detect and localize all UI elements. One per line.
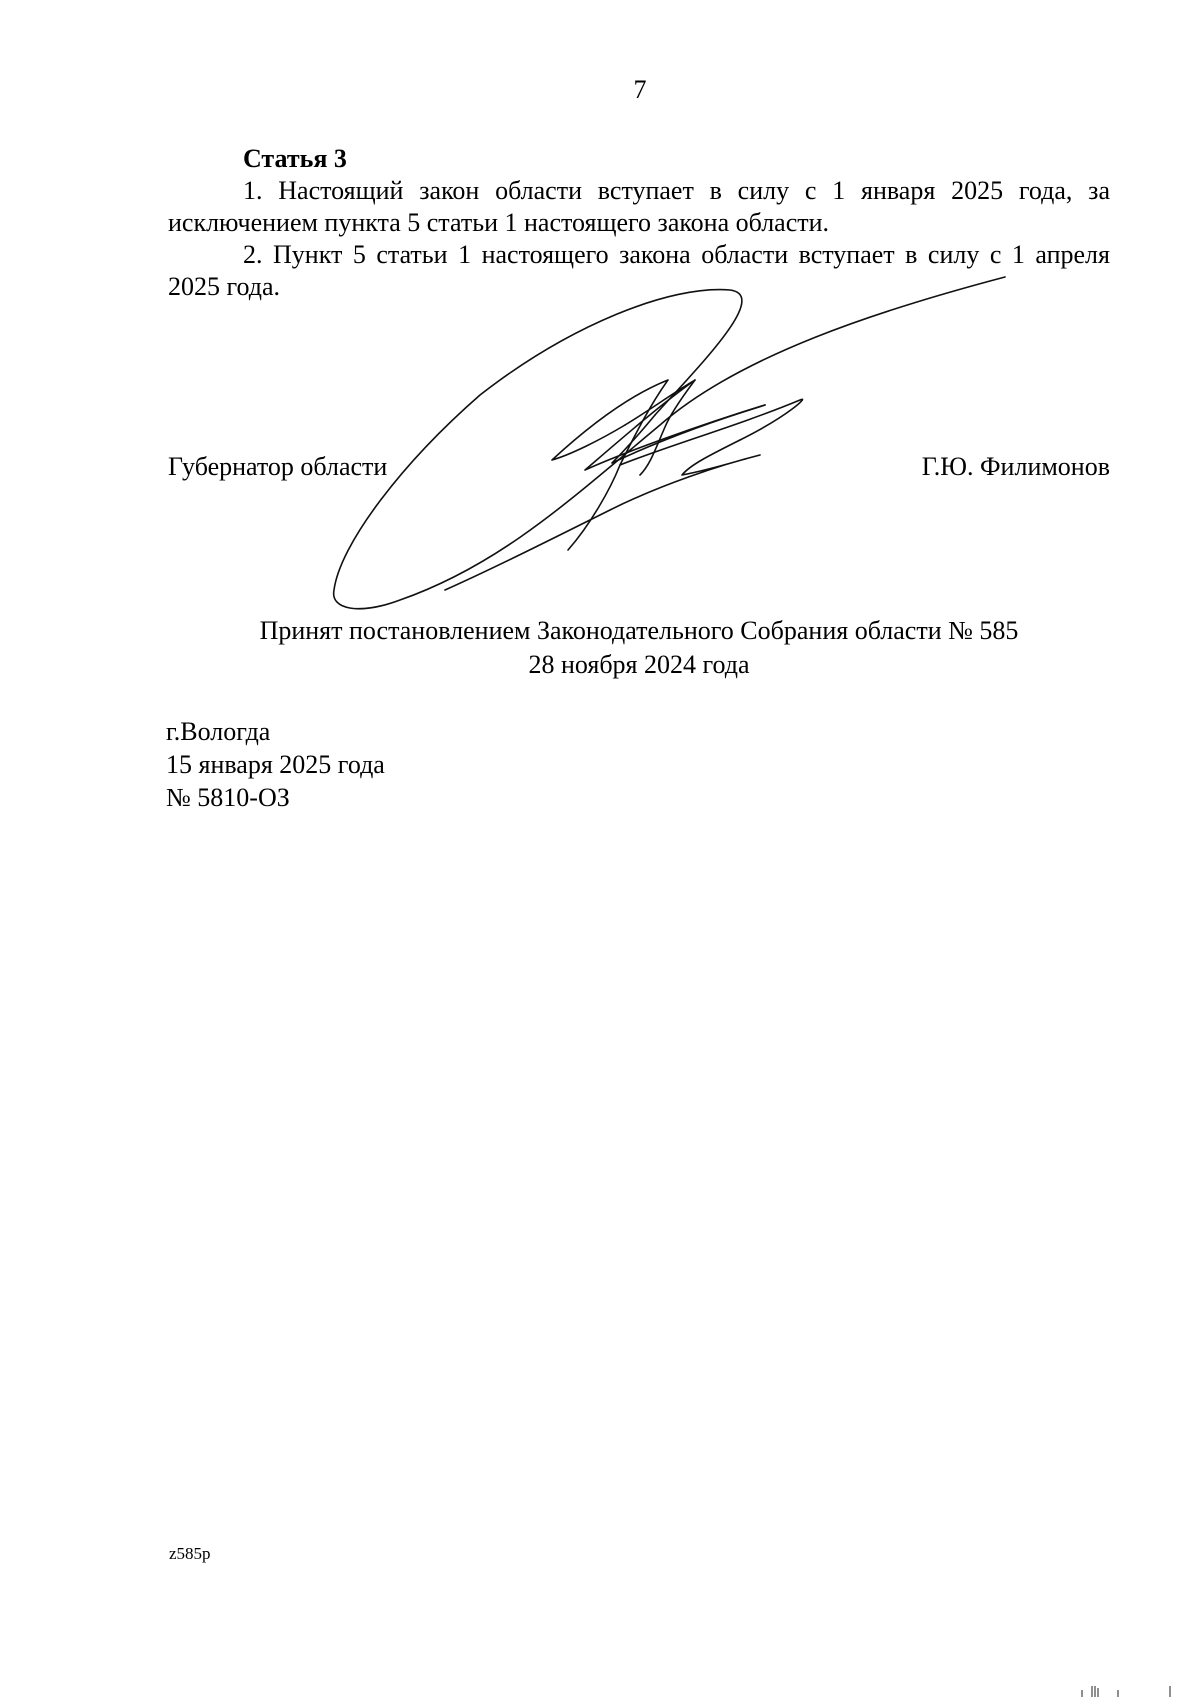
place-date-block bbox=[166, 715, 385, 814]
city: г.Вологда bbox=[166, 717, 271, 746]
document-code: z585p bbox=[169, 1544, 211, 1563]
law-number: № 5810-ОЗ bbox=[166, 783, 290, 812]
adoption-note bbox=[168, 614, 1110, 682]
law-date: 15 января 2025 года bbox=[166, 750, 385, 779]
handwritten-signature bbox=[320, 265, 1040, 660]
adoption-resolution: Принят постановлением Законодательного Собрания области № 585 bbox=[259, 616, 1019, 645]
article-paragraph-2: 2. Пункт 5 статьи 1 настоящего закона области вступает в силу с 1 апреля 2025 года. bbox=[168, 240, 1110, 301]
page-number: 7 bbox=[633, 75, 647, 104]
scan-edge-marks bbox=[1080, 1680, 1190, 1697]
adoption-date: 28 ноября 2024 года bbox=[528, 650, 750, 679]
article-heading: Статья 3 bbox=[243, 144, 347, 173]
signatory-position: Губернатор области bbox=[168, 452, 388, 481]
article-paragraph-1: 1. Настоящий закон области вступает в силу с 1 января 2025 года, за исключением пункта 5 статьи 1 настоящего закона области. bbox=[168, 176, 1110, 237]
signatory-name: Г.Ю. Филимонов bbox=[921, 452, 1110, 481]
